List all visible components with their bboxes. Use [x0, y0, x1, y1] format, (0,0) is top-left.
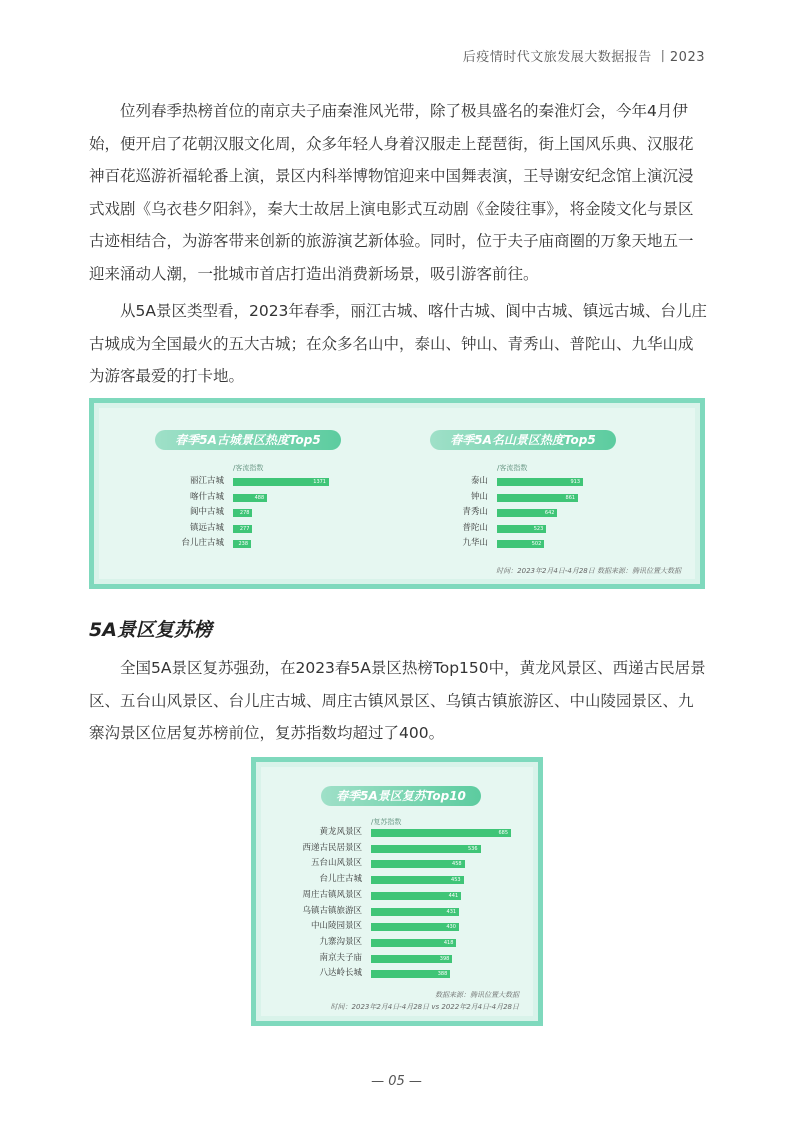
- bar: [497, 494, 578, 502]
- bar-row: [189, 522, 329, 534]
- bar-category-label: 九寨沟景区: [319, 936, 362, 947]
- paragraph-nanjing: 位列春季热榜首位的南京夫子庙秦淮风光带，除了极具盛名的秦淮灯会，今年4月伊始，便开启了花朝汉服文化周，众多年轻人身着汉服走上琵琶街，街上国风乐典、汉服花神百花巡游祈福轮番上演，景区内科举博物馆迎来中国舞表演，王导谢安纪念馆上演沉浸式戏剧《乌衣巷夕阳斜》，秦大士故居上演电影式互动剧《金陵往事》，将金陵文化与景区古迹相结合，为游客带来创新的旅游演艺新体验。同时，位于夫子庙商圈的万象天地五一迎来涌动人潮，一批城市首店打造出消费新场景，吸引游客前往。: [89, 102, 694, 283]
- bar-category-label: 八达岭长城: [319, 968, 362, 979]
- bar-value-label: 431: [446, 908, 457, 915]
- bar: [371, 876, 464, 884]
- bar-category-label: 南京夫子庙: [319, 952, 362, 963]
- bar-category-label: 阆中古城: [189, 507, 224, 517]
- bar-category-label: 泰山: [470, 476, 488, 486]
- chart-note-time: 时间：2023年2月4日-4月28日 vs 2022年2月4日-4月28日: [330, 1003, 519, 1011]
- page-number: — 05 —: [371, 1074, 422, 1089]
- bar-category-label: 镇远古城: [189, 522, 224, 533]
- paragraph-recovery: 全国5A景区复苏强劲，在2023春5A景区热榜Top150中，黄龙风景区、西递古民居景区、五台山风景区、台儿庄古城、周庄古镇风景区、乌镇古镇旅游区、中山陵园景区、九寨沟景区位居复苏榜前位，复苏指数均超过了400。: [89, 659, 706, 742]
- bar-category-label: 台儿庄古城: [181, 538, 224, 548]
- chart-panel-top-inner: [99, 408, 695, 579]
- bar-row: [189, 476, 329, 487]
- bar-row: [302, 842, 511, 854]
- bar: [497, 509, 557, 517]
- paragraph-5a-types: 从5A景区类型看，2023年春季，丽江古城、喀什古城、阆中古城、镇远古城、台儿庄古城成为全国最火的五大古城；在众多名山中，泰山、钟山、青秀山、普陀山、九华山成为游客最爱的打卡地。: [89, 302, 707, 385]
- bar-value-label: 1371: [313, 479, 326, 485]
- bar-row: [470, 476, 583, 487]
- bar: [371, 845, 481, 853]
- bar-value-label: 685: [498, 830, 508, 836]
- bar: [233, 525, 252, 533]
- bar-value-label: 523: [533, 525, 544, 532]
- bar-category-label: 黄龙风景区: [319, 827, 362, 837]
- bar: [233, 494, 267, 502]
- bar-value-label: 453: [451, 877, 461, 884]
- bar: [497, 540, 544, 548]
- bar-row: [462, 522, 583, 534]
- bar-category-label: 西递古民居景区: [302, 842, 362, 853]
- bar: [497, 478, 583, 486]
- bar: [233, 540, 251, 548]
- bar-value-label: 238: [238, 541, 248, 547]
- bar-value-label: 861: [565, 494, 576, 501]
- chart-panel-bottom: [251, 757, 543, 1026]
- bar-row: [310, 921, 511, 932]
- bar-category-label: 中山陵园景区: [310, 921, 362, 932]
- bar: [233, 509, 252, 517]
- bar: [371, 908, 459, 916]
- bar-category-label: 台儿庄古城: [319, 874, 362, 885]
- unit-label-mountains: /客流指数: [497, 464, 528, 472]
- bar: [371, 939, 456, 947]
- bar-value-label: 502: [531, 541, 542, 547]
- bar-row: [319, 968, 511, 979]
- bar-category-label: 乌镇古镇旅游区: [302, 905, 362, 916]
- bar-value-label: 277: [239, 525, 250, 532]
- bar-category-label: 周庄古镇风景区: [302, 889, 362, 900]
- bar-value-label: 642: [544, 510, 555, 516]
- bar-value-label: 398: [439, 955, 450, 962]
- bar-category-label: 钟山: [470, 491, 488, 502]
- chart-title-recovery: 春季5A景区复苏Top10: [321, 786, 481, 806]
- bar-value-label: 488: [254, 494, 265, 501]
- bar-category-label: 青秀山: [462, 507, 488, 517]
- bar-value-label: 388: [437, 971, 448, 978]
- bar-row: [302, 905, 511, 917]
- chart-note-source: 数据来源：腾讯位置大数据: [435, 991, 519, 999]
- chart-panel-bottom-inner: [261, 767, 533, 1016]
- bar: [371, 970, 450, 978]
- bar: [371, 829, 511, 837]
- bar: [371, 860, 465, 868]
- bar-value-label: 458: [452, 861, 462, 868]
- bar-value-label: 441: [448, 892, 459, 899]
- bar-row: [319, 827, 511, 838]
- bar-value-label: 278: [239, 510, 250, 516]
- unit-label-ancient-towns: /客流指数: [233, 464, 264, 472]
- section-title: 5A景区复苏榜: [89, 619, 212, 641]
- bar-row: [189, 491, 329, 503]
- bar-category-label: 喀什古城: [189, 491, 224, 502]
- report-header: 后疫情时代文旅发展大数据报告 丨2023: [462, 50, 705, 65]
- bar-row: [302, 889, 511, 901]
- chart-title-mountains: 春季5A名山景区热度Top5: [430, 430, 616, 450]
- bar: [371, 892, 461, 900]
- bar-row: [319, 952, 511, 964]
- chart-note-top: 时间：2023年2月4日-4月28日 数据来源：腾讯位置大数据: [496, 567, 681, 575]
- bar-category-label: 五台山风景区: [310, 858, 362, 869]
- chart-title-ancient-towns: 春季5A古城景区热度Top5: [155, 430, 341, 450]
- bar-value-label: 430: [446, 924, 456, 931]
- bar-category-label: 普陀山: [462, 522, 488, 533]
- bar-row: [310, 858, 511, 869]
- bar-row: [319, 874, 511, 885]
- bar-row: [462, 507, 583, 518]
- bar-row: [189, 507, 329, 518]
- bar-row: [462, 538, 583, 549]
- bar-value-label: 418: [443, 939, 454, 946]
- chart-panel-top: [89, 398, 705, 589]
- bar-value-label: 536: [468, 845, 478, 852]
- bar-category-label: 丽江古城: [189, 476, 224, 486]
- bar-category-label: 九华山: [462, 538, 488, 548]
- bar: [371, 923, 459, 931]
- bar: [497, 525, 546, 533]
- bar-row: [470, 491, 583, 503]
- unit-label-recovery: /复苏指数: [371, 818, 402, 826]
- bar: [233, 478, 329, 486]
- bar-row: [181, 538, 329, 549]
- bar-row: [319, 936, 511, 948]
- bar: [371, 955, 452, 963]
- bar-value-label: 913: [570, 479, 580, 485]
